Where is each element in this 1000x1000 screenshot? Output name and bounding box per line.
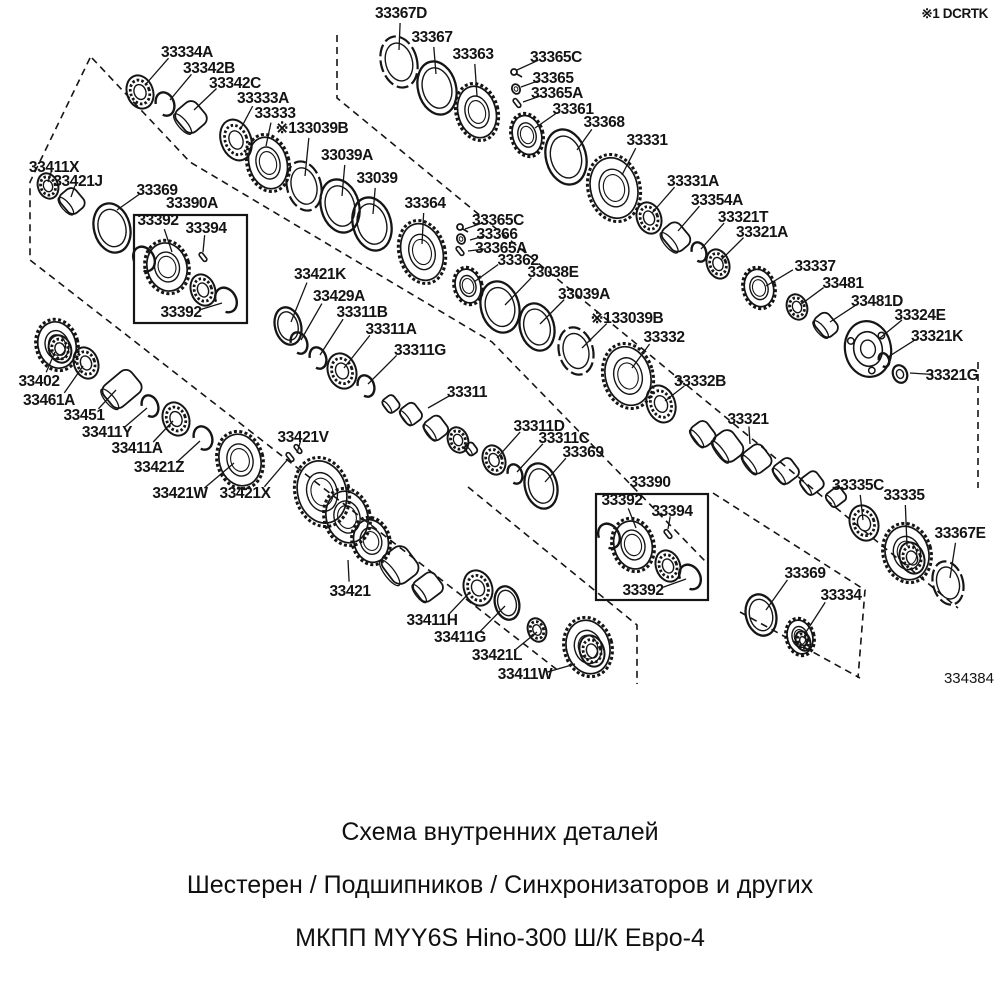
part-cyl-icon (98, 367, 145, 412)
part-label: 33332 (643, 329, 685, 346)
part-gear-icon (738, 264, 780, 313)
part-label: 33311G (394, 342, 446, 359)
part-ring-icon (539, 125, 592, 189)
part-label: 33321T (717, 209, 769, 226)
part-gear-icon (392, 215, 453, 289)
part-cyl-icon (739, 441, 774, 476)
part-label: 33332B (674, 373, 726, 390)
part-ring-icon (520, 460, 563, 513)
leader-line (497, 432, 520, 458)
part-gear-icon (595, 338, 660, 415)
part-label: 33365C (530, 49, 582, 66)
leader-line (582, 324, 607, 348)
part-label: 33368 (583, 114, 625, 131)
part-label: 33321 (727, 411, 769, 428)
part-label: 33335C (832, 477, 884, 494)
part-cyl-icon (171, 98, 210, 137)
leader-line (800, 288, 824, 305)
part-label: 33039A (558, 286, 610, 303)
part-label: 33311C (538, 430, 590, 447)
leader-line (373, 188, 375, 214)
part-label: 33421L (471, 647, 523, 664)
part-gear-icon (30, 314, 84, 375)
leader-line (203, 235, 205, 252)
part-label: 33367E (934, 525, 986, 542)
part-label: 33365A (531, 85, 583, 102)
caption-title: Схема внутренних деталей (341, 818, 659, 846)
part-label: 33369 (784, 565, 826, 582)
part-label: 33421W (152, 485, 208, 502)
part-label: 33331 (626, 132, 668, 149)
part-label: 33481D (851, 293, 903, 310)
part-label: 33394 (185, 220, 227, 237)
part-bearing-icon (323, 349, 362, 392)
part-label: 33411H (406, 612, 458, 629)
leader-line (264, 459, 288, 487)
part-label: 33334A (161, 44, 213, 61)
part-bearing-icon (215, 115, 258, 165)
part-label: 33335 (883, 487, 925, 504)
part-snap-icon (307, 345, 330, 371)
leader-line (146, 58, 169, 84)
part-bearing-icon (122, 72, 158, 113)
part-label: 33402 (18, 373, 60, 390)
part-cyl-icon (381, 393, 402, 414)
part-label: 33392 (160, 304, 202, 321)
part-pin-icon (455, 246, 464, 256)
part-snap-icon (355, 373, 378, 399)
part-label: 33421V (277, 429, 329, 446)
part-label: 33365C (472, 212, 524, 229)
part-bearing-icon (651, 547, 684, 585)
part-cyl-icon (798, 469, 826, 497)
part-label: 33342C (209, 75, 261, 92)
leader-line (320, 319, 343, 355)
part-cring-icon (553, 323, 598, 378)
part-label: 33321K (911, 328, 963, 345)
part-label: 33039A (321, 147, 373, 164)
part-label: 33369 (562, 444, 604, 461)
part-label: 33369 (136, 182, 178, 199)
part-label: 33392 (601, 492, 643, 509)
leader-line (749, 427, 750, 445)
part-label: 33334 (820, 587, 862, 604)
part-label: 33421J (53, 173, 103, 190)
part-washer-icon (456, 233, 467, 245)
part-flange-icon (840, 317, 895, 380)
part-label: 33039 (356, 170, 398, 187)
part-label: 33421K (294, 266, 346, 283)
part-ring-icon (271, 304, 306, 347)
part-cyl-icon (421, 413, 451, 443)
part-gear-icon (557, 612, 619, 682)
construction-dash-line (713, 493, 865, 678)
part-bearing-icon (575, 632, 608, 670)
part-cyl-icon (657, 219, 693, 255)
part-cyl-icon (770, 456, 801, 487)
part-label: 33365 (532, 70, 574, 87)
part-label: 33421X (219, 485, 271, 502)
construction-dash-line (30, 58, 560, 672)
footnote-code: ※1 DCRTK (921, 6, 988, 21)
part-cyl-icon (398, 401, 424, 428)
leader-line (170, 74, 191, 100)
part-ring-icon (475, 277, 525, 337)
leader-line (701, 223, 724, 249)
leader-line (905, 505, 907, 546)
part-label: 33363 (452, 46, 494, 63)
part-label: 33364 (404, 195, 446, 212)
part-label: 33331A (667, 173, 719, 190)
part-cyl-icon (56, 185, 88, 217)
leader-line (301, 304, 322, 340)
part-gear-icon (506, 110, 548, 161)
part-nut-icon (890, 363, 909, 385)
part-snap-icon (190, 424, 215, 453)
part-pin-icon (512, 98, 521, 108)
part-bearing-icon (69, 344, 102, 382)
part-label: ※133039B (275, 120, 349, 137)
part-ring-icon (88, 199, 136, 257)
part-label: 33461A (23, 392, 75, 409)
part-label: 33421Z (133, 459, 185, 476)
part-label: 33411Y (81, 424, 133, 441)
leader-line (348, 560, 349, 582)
part-label: 33333 (254, 105, 296, 122)
part-ring-icon (491, 583, 523, 622)
part-bolt-icon (511, 69, 522, 77)
part-bearing-icon (845, 501, 884, 544)
leader-line (678, 206, 699, 231)
part-label: 33321G (925, 367, 979, 384)
part-pin-icon (663, 529, 672, 539)
leader-line (480, 606, 505, 631)
part-bearing-icon (524, 616, 549, 645)
caption-subtitle: Шестерен / Подшипников / Синхронизаторов и других (186, 871, 814, 899)
part-label: 33324E (894, 307, 946, 324)
part-label: 33421 (329, 583, 371, 600)
part-label: 33365A (475, 240, 527, 257)
part-label: 33354A (691, 192, 743, 209)
part-label: 33392 (137, 212, 179, 229)
part-washer-icon (511, 83, 522, 95)
part-label: 33481 (822, 275, 864, 292)
part-label: 33321A (736, 224, 788, 241)
part-label: 33366 (476, 226, 518, 243)
part-label: 33411A (111, 440, 163, 457)
part-label: 33367 (411, 29, 453, 46)
part-bearing-icon (459, 566, 498, 609)
part-label: 33394 (651, 503, 693, 520)
part-label: 33361 (552, 101, 594, 118)
part-label: 33429A (313, 288, 365, 305)
leader-line (449, 592, 470, 614)
part-snap-icon (288, 330, 311, 356)
part-label: 33411W (497, 666, 553, 683)
part-bearing-icon (783, 291, 811, 322)
part-gear-icon (606, 513, 661, 576)
caption-model: МКПП MYY6S Hino-300 Ш/К Евро-4 (295, 924, 705, 952)
leader-line (652, 187, 675, 213)
part-label: 33333A (237, 90, 289, 107)
part-label: 33451 (63, 407, 105, 424)
part-label: 33367D (375, 5, 427, 22)
part-label: 33311A (365, 321, 417, 338)
leader-line (766, 580, 787, 610)
diagram-number: 334384 (943, 670, 994, 687)
part-label: 33390 (629, 474, 671, 491)
part-label: 33311D (513, 418, 565, 435)
part-label: ※133039B (590, 310, 664, 327)
part-label: 33392 (622, 582, 664, 599)
part-gear-icon (580, 148, 648, 227)
part-label: 33342B (183, 60, 235, 77)
caption-block (0, 806, 1000, 965)
part-snap-icon (139, 393, 162, 419)
part-gear-icon (346, 513, 395, 569)
part-gear-icon (210, 426, 269, 494)
part-label: 33362 (497, 252, 539, 269)
leader-line (399, 23, 400, 50)
part-cyl-icon (810, 310, 840, 341)
part-label: 33390A (166, 195, 218, 212)
leader-line (422, 213, 424, 244)
part-bearing-icon (158, 399, 194, 440)
part-bearing-icon (45, 332, 75, 366)
leader-line (806, 602, 825, 632)
part-label: 33311 (446, 384, 488, 401)
part-label: 33411G (434, 629, 486, 646)
part-ring-icon (514, 299, 559, 354)
leader-line (475, 64, 477, 96)
part-label: 33411X (28, 159, 80, 176)
part-label: 33038E (527, 264, 579, 281)
leader-line (368, 355, 397, 384)
part-label: 33311B (336, 304, 388, 321)
part-gear-icon (139, 235, 195, 299)
part-label: 33337 (794, 258, 836, 275)
part-bearing-icon (479, 442, 510, 478)
leader-line (344, 335, 370, 368)
part-pin-icon (198, 252, 207, 262)
